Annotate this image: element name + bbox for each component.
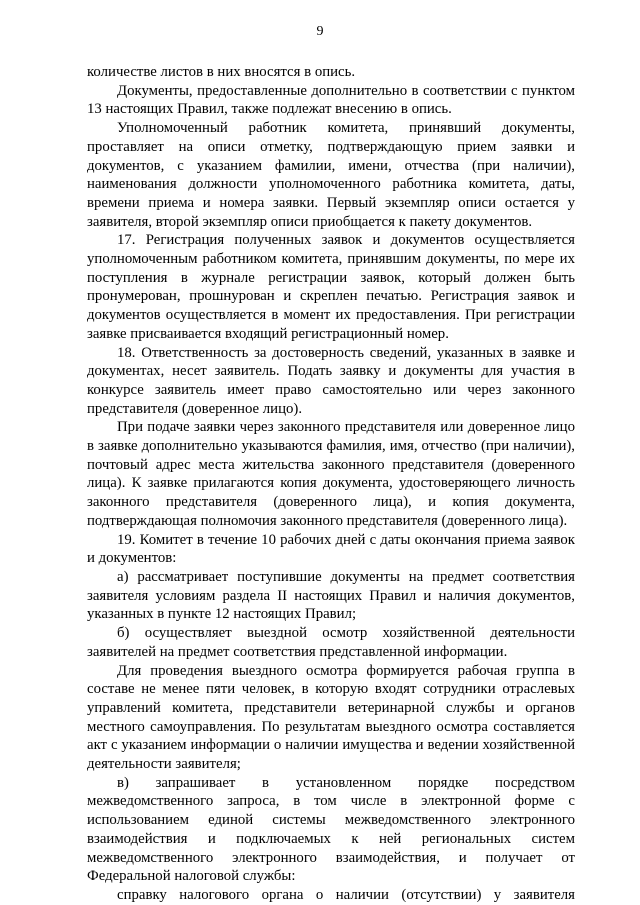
- paragraph-authorized-employee: Уполномоченный работник комитета, принявший документы, проставляет на описи отметку, подтверждающую прием заявки и документов, с указанием фамилии, имени, отчества (при наличии), наименования должности уполномоченного работника комитета, даты, времени приема и номера заявки. Первый экземпляр описи остается у заявителя, второй экземпляр описи приобщается к пакету документов.: [87, 120, 575, 230]
- paragraph-item-19: 19. Комитет в течение 10 рабочих дней с даты окончания приема заявок и документов:: [87, 531, 575, 567]
- paragraph-item-18: 18. Ответственность за достоверность сведений, указанных в заявке и документах, несет заявитель. Подать заявку и документы для участия в конкурсе заявитель имеет право самостоятельно или через законного представителя (доверенное лицо).: [87, 344, 575, 417]
- paragraph-tax-certificate: справку налогового органа о наличии (отсутствии) у заявителя: [117, 886, 575, 903]
- document-body: [87, 63, 575, 905]
- paragraph-continuation: количестве листов в них вносятся в опись.: [87, 64, 356, 80]
- paragraph-representative: При подаче заявки через законного представителя или доверенное лицо в заявке дополнительно указываются фамилия, имя, отчество (при наличии), почтовый адрес места жительства законного представителя (доверенного лица). К заявке прилагаются копия документа, удостоверяющего личность законного представителя (доверенного лица), и копия документа, подтверждающая полномочия законного представителя (доверенного лица).: [87, 419, 575, 529]
- paragraph-subitem-v: в) запрашивает в установленном порядке посредством межведомственного запроса, в том числе в электронной форме с использованием единой системы межведомственного электронного взаимодействия и подключаемых к ней региональных систем межведомственного электронного взаимодействия, и получает от Федеральной налоговой службы:: [87, 774, 575, 885]
- page-number: 9: [316, 24, 324, 39]
- paragraph-item-17: 17. Регистрация полученных заявок и документов осуществляется уполномоченным работником комитета, принявшим документы, по мере их поступления в журнале регистрации заявок, который должен быть пронумерован, прошнурован и скреплен печатью. Регистрация заявок и документов осуществляется в момент их предоставления. При регистрации заявке присваивается входящий регистрационный номер.: [87, 232, 575, 342]
- paragraph-subitem-b: б) осуществляет выездной осмотр хозяйственной деятельности заявителей на предмет соответствия представленной информации.: [87, 625, 575, 660]
- paragraph-additional-documents: Документы, предоставленные дополнительно в соответствии с пунктом 13 настоящих Правил, также подлежат внесению в опись.: [87, 82, 575, 118]
- paragraph-inspection-group: Для проведения выездного осмотра формируется рабочая группа в составе не менее пяти человек, в которую входят сотрудники отраслевых управлений комитета, представители ветеринарной службы и органов местного самоуправления. По результатам выездного осмотра составляется акт с указанием информации о наличии имущества и ведении хозяйственной деятельности заявителя;: [87, 662, 575, 773]
- paragraph-subitem-a: а) рассматривает поступившие документы на предмет соответствия заявителя условиям раздела II настоящих Правил и наличия документов, указанных в пункте 12 настоящих Правил;: [87, 568, 575, 623]
